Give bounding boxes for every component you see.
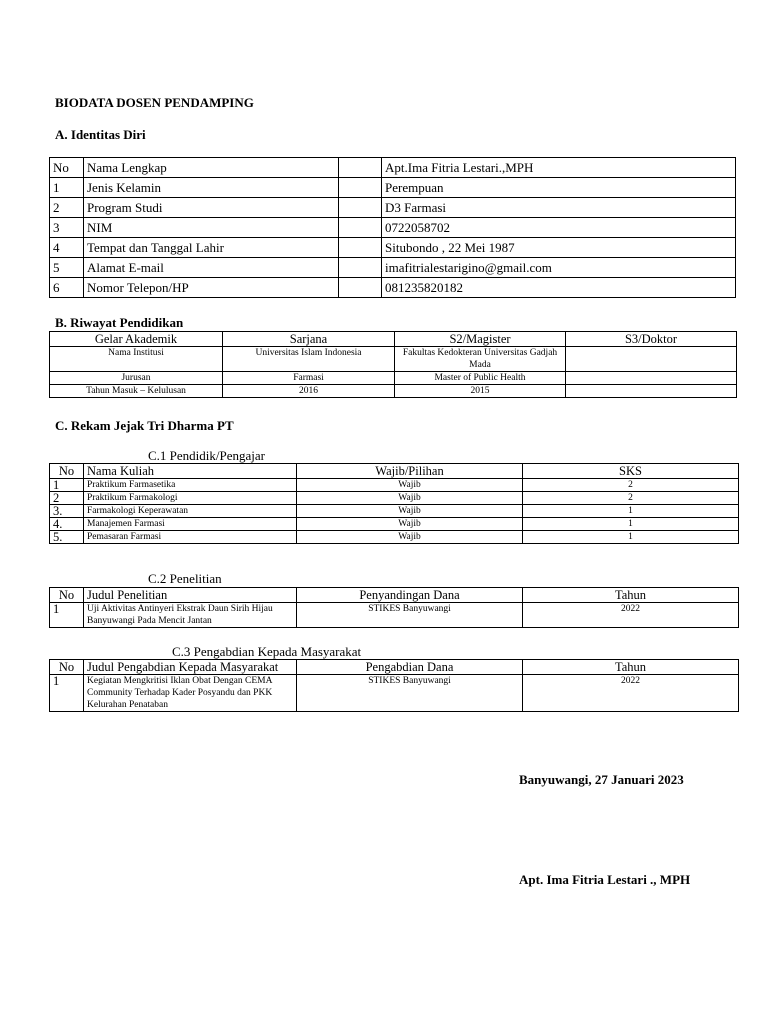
table-row [50, 518, 739, 531]
cell-no: No [50, 158, 84, 178]
document-title: BIODATA DOSEN PENDAMPING [55, 95, 254, 110]
community-service-table [49, 659, 739, 712]
cell-no: 6 [50, 278, 84, 298]
section-c-heading: C. Rekam Jejak Tri Dharma PT [55, 418, 234, 433]
column-header: S2/Magister [395, 332, 566, 347]
cell-course: Manajemen Farmasi [84, 518, 297, 531]
row-label: Tahun Masuk – Kelulusan [50, 385, 223, 398]
cell-no: 1 [50, 178, 84, 198]
section-b-heading: B. Riwayat Pendidikan [55, 315, 184, 330]
cell-course: Praktikum Farmakologi [84, 492, 297, 505]
table-row [50, 198, 736, 218]
table-row [50, 347, 737, 372]
section-a-heading: A. Identitas Diri [55, 127, 146, 142]
column-header: Judul Pengabdian Kepada Masyarakat [84, 660, 297, 675]
identity-table [49, 157, 736, 298]
signature-name: Apt. Ima Fitria Lestari ., MPH [519, 872, 691, 887]
cell-doktor [566, 372, 737, 385]
column-header: Pengabdian Dana [297, 660, 523, 675]
cell-value: Perempuan [382, 178, 736, 198]
cell-title: Uji Aktivitas Antinyeri Ekstrak Daun Sirih Hijau Banyuwangi Pada Mencit Jantan [84, 603, 297, 628]
cell-title: Kegiatan Mengkritisi Iklan Obat Dengan CEMA Community Terhadap Kader Posyandu dan PKK Kelurahan Penataban [84, 675, 297, 712]
cell-spacer [339, 238, 382, 258]
column-header: Judul Penelitian [84, 588, 297, 603]
table-header-row [50, 588, 739, 603]
table-row [50, 385, 737, 398]
cell-type: Wajib [297, 479, 523, 492]
teaching-table [49, 463, 739, 544]
signature-place-date: Banyuwangi, 27 Januari 2023 [519, 772, 684, 787]
cell-value: 0722058702 [382, 218, 736, 238]
cell-value: D3 Farmasi [382, 198, 736, 218]
cell-sks: 1 [523, 518, 739, 531]
table-row [50, 505, 739, 518]
cell-doktor [566, 347, 737, 372]
table-header-row [50, 332, 737, 347]
cell-year: 2022 [523, 603, 739, 628]
cell-fund: STIKES Banyuwangi [297, 675, 523, 712]
cell-no: 3. [50, 505, 84, 518]
cell-no: 2 [50, 492, 84, 505]
cell-sks: 1 [523, 505, 739, 518]
cell-spacer [339, 258, 382, 278]
table-row [50, 603, 739, 628]
cell-doktor [566, 385, 737, 398]
cell-course: Pemasaran Farmasi [84, 531, 297, 544]
cell-spacer [339, 178, 382, 198]
c2-heading: C.2 Penelitian [148, 571, 222, 586]
table-row [50, 178, 736, 198]
cell-no: 4 [50, 238, 84, 258]
table-row [50, 278, 736, 298]
cell-value: Situbondo , 22 Mei 1987 [382, 238, 736, 258]
cell-sarjana: 2016 [223, 385, 395, 398]
cell-course: Praktikum Farmasetika [84, 479, 297, 492]
cell-no: 5. [50, 531, 84, 544]
column-header: Tahun [523, 588, 739, 603]
column-header: No [50, 464, 84, 479]
cell-no: 4. [50, 518, 84, 531]
cell-magister: Fakultas Kedokteran Universitas Gadjah Mada [395, 347, 566, 372]
table-row [50, 238, 736, 258]
table-header-row [50, 464, 739, 479]
cell-spacer [339, 198, 382, 218]
cell-label: Nomor Telepon/HP [84, 278, 339, 298]
table-header-row [50, 660, 739, 675]
row-label: Nama Institusi [50, 347, 223, 372]
cell-sarjana: Universitas Islam Indonesia [223, 347, 395, 372]
table-row [50, 218, 736, 238]
cell-value: Apt.Ima Fitria Lestari.,MPH [382, 158, 736, 178]
cell-no: 1 [50, 479, 84, 492]
cell-type: Wajib [297, 492, 523, 505]
cell-label: Alamat E-mail [84, 258, 339, 278]
c1-heading: C.1 Pendidik/Pengajar [148, 448, 265, 463]
table-row [50, 675, 739, 712]
row-label: Jurusan [50, 372, 223, 385]
cell-spacer [339, 278, 382, 298]
cell-spacer [339, 218, 382, 238]
column-header: Penyandingan Dana [297, 588, 523, 603]
cell-magister: 2015 [395, 385, 566, 398]
cell-label: Program Studi [84, 198, 339, 218]
column-header: S3/Doktor [566, 332, 737, 347]
table-row [50, 531, 739, 544]
cell-fund: STIKES Banyuwangi [297, 603, 523, 628]
cell-no: 1 [50, 675, 84, 712]
cell-no: 2 [50, 198, 84, 218]
table-row [50, 479, 739, 492]
cell-year: 2022 [523, 675, 739, 712]
table-row [50, 372, 737, 385]
cell-sks: 1 [523, 531, 739, 544]
cell-label: NIM [84, 218, 339, 238]
cell-no: 5 [50, 258, 84, 278]
column-header: Nama Kuliah [84, 464, 297, 479]
c3-heading: C.3 Pengabdian Kepada Masyarakat [172, 644, 362, 659]
cell-magister: Master of Public Health [395, 372, 566, 385]
column-header: Sarjana [223, 332, 395, 347]
cell-course: Farmakologi Keperawatan [84, 505, 297, 518]
column-header: Wajib/Pilihan [297, 464, 523, 479]
column-header: No [50, 660, 84, 675]
table-row [50, 258, 736, 278]
research-table [49, 587, 739, 628]
cell-spacer [339, 158, 382, 178]
cell-label: Tempat dan Tanggal Lahir [84, 238, 339, 258]
cell-label: Nama Lengkap [84, 158, 339, 178]
cell-sks: 2 [523, 492, 739, 505]
column-header: SKS [523, 464, 739, 479]
cell-no: 1 [50, 603, 84, 628]
cell-sks: 2 [523, 479, 739, 492]
cell-type: Wajib [297, 505, 523, 518]
cell-label: Jenis Kelamin [84, 178, 339, 198]
education-table [49, 331, 737, 398]
cell-type: Wajib [297, 531, 523, 544]
column-header: Gelar Akademik [50, 332, 223, 347]
cell-type: Wajib [297, 518, 523, 531]
cell-sarjana: Farmasi [223, 372, 395, 385]
cell-value: 081235820182 [382, 278, 736, 298]
table-row [50, 158, 736, 178]
column-header: No [50, 588, 84, 603]
table-row [50, 492, 739, 505]
cell-no: 3 [50, 218, 84, 238]
column-header: Tahun [523, 660, 739, 675]
cell-value: imafitrialestarigino@gmail.com [382, 258, 736, 278]
